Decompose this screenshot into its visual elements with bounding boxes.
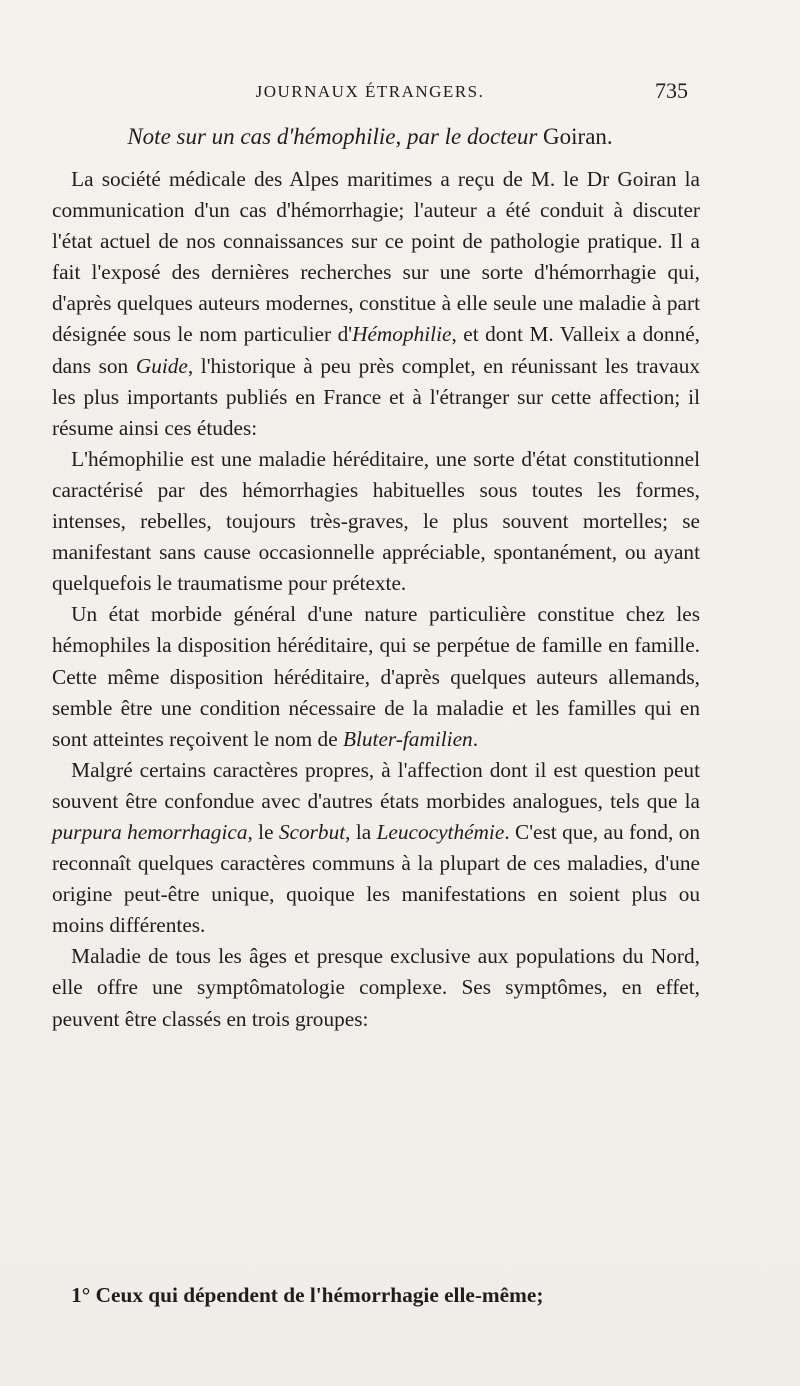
term-guide: Guide bbox=[135, 353, 188, 378]
paragraph-1-text-a: La société médicale des Alpes maritimes a reçu de M. le Dr Goiran la communication d'un cas d'hémorrhagie; l'auteur a été conduit à discuter l'état actuel de nos connaissances sur ce point de pathologie pratique. Il a fait l'exposé des dernières recherches sur une sorte d'hémorrhagie qui, d'après quelques auteurs modernes, constitue à elle seule une maladie à part désignée sous le nom particulier d' bbox=[52, 167, 700, 347]
paragraph-4-text-d: . C'est que, au fond, on reconnaît quelques caractères communs à la plupart de ces maladies, d'une origine peut-être unique, quoique les manifestations en soient plus ou moins différentes. bbox=[52, 819, 700, 938]
paragraph-1-text-c: , l'historique à peu près complet, en réunissant les travaux les plus importants publiés en France et à l'étranger sur cette affection; il résume ainsi ces études: bbox=[52, 353, 700, 440]
article-title-italic: Note sur un cas d'hémophilie, par le docteur bbox=[127, 124, 538, 149]
paragraph-1 bbox=[52, 164, 700, 444]
paragraph-2: L'hémophilie est une maladie héréditaire, une sorte d'état constitutionnel caractérisé par des hémorrhagies habituelles sous toutes les formes, intenses, rebelles, toujours très-graves, le plus souvent mortelles; se manifestant sans cause occasionnelle appréciable, spontanément, ou ayant quelquefois le traumatisme pour prétexte. bbox=[52, 446, 700, 596]
running-header bbox=[52, 78, 688, 108]
paragraph-3 bbox=[52, 599, 700, 754]
term-bluter-familien: Bluter-familien bbox=[342, 726, 473, 751]
paragraph-4-text-b: , le bbox=[247, 819, 279, 844]
paragraph-4-text-c: , la bbox=[345, 819, 377, 844]
term-scorbut: Scorbut bbox=[278, 819, 346, 844]
paragraph-4 bbox=[52, 755, 700, 942]
term-hemophilie: Hémophilie bbox=[352, 322, 452, 347]
term-purpura: purpura hemorrhagica bbox=[52, 819, 248, 844]
article-body bbox=[52, 164, 700, 1035]
page-number: 735 bbox=[655, 78, 688, 103]
paragraph-4-text-a: Malgré certains caractères propres, à l'affection dont il est question peut souvent être confondue avec d'autres états morbides analogues, tels que la bbox=[52, 757, 700, 813]
paragraph-6: 1° Ceux qui dépendent de l'hémorrhagie elle-même; bbox=[71, 1283, 544, 1307]
paragraph-5: Maladie de tous les âges et presque exclusive aux populations du Nord, elle offre une symptômatologie complexe. Ses symptômes, en effet, peuvent être classés en trois groupes: bbox=[52, 944, 700, 1031]
article-title-author: Goiran. bbox=[537, 124, 613, 149]
paragraph-3-text-a: Un état morbide général d'une nature particulière constitue chez les hémophiles la disposition héréditaire, qui se perpétue de famille en famille. Cette même disposition héréditaire, d'après quelques auteurs allemands, semble être une condition nécessaire de la maladie et les familles qui en sont atteintes reçoivent le nom de bbox=[52, 602, 700, 751]
article-title bbox=[52, 124, 688, 150]
paragraph-1-text-b: , et dont M. Valleix a donné, dans son bbox=[52, 322, 700, 378]
running-title: JOURNAUX ÉTRANGERS. bbox=[255, 82, 485, 101]
paragraph-3-text-b: . bbox=[472, 726, 479, 751]
term-leucocythemie: Leucocythémie bbox=[376, 819, 505, 844]
